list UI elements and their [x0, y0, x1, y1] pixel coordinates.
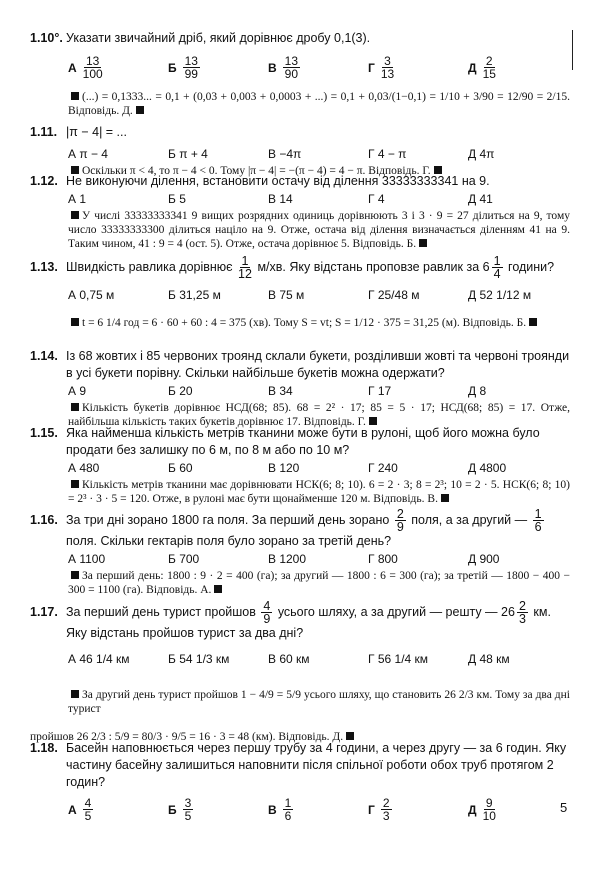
option-a: А 480 — [68, 461, 100, 475]
problem-1-13 — [30, 255, 570, 330]
problem-question: Не виконуючи ділення, встановити остачу від ділення 33333333341 на 9. — [66, 174, 490, 188]
solution: За перший день: 1800 : 9 · 2 = 400 (га); за другий — 1800 : 6 = 300 (га); за третій — 1800 − 400 − 300 = 1100 (га). Відповідь. А. — [68, 570, 570, 596]
page-number: 5 — [560, 800, 568, 815]
option-v: В −4π — [268, 147, 302, 161]
solution: Оскільки π < 4, то π − 4 < 0. Тому |π − 4| = −(π − 4) = 4 − π. Відповідь. Г. — [68, 164, 570, 178]
option-g: Г 800 — [368, 552, 398, 566]
problem-1-10 — [30, 30, 570, 118]
option-d: Д 41 — [468, 192, 493, 206]
option-b: Б 31,25 м — [168, 288, 221, 302]
option-g: Г $\frac{2}{3}$ — [368, 796, 390, 823]
problem-question: Яка найменша кількість метрів тканини може бути в рулоні, щоб його можна було продати без залишку по 6 м, по 8 м або по 10 м? — [66, 426, 540, 457]
option-g: Г 4 − π — [368, 147, 407, 161]
end-square-icon — [346, 732, 354, 740]
option-a: А 9 — [68, 384, 87, 398]
problem-number: 1.10°. — [30, 31, 63, 45]
solution: (...) = 0,1333... = 0,1 + (0,03 + 0,003 + 0,0003 + ...) = 0,1 + 0,03/(1−0,1) = 1/10 + 3/90 = 12/90 = 2/15. Відповідь. Д. — [68, 91, 570, 117]
option-b: Б 20 — [168, 384, 193, 398]
bullet-square-icon — [71, 571, 79, 579]
problem-number: 1.13. — [30, 259, 58, 274]
problem-question: Швидкість равлика дорівнює $\frac{1}{12}$ м/хв. Яку відстань проповзе равлик за 6 $\frac{1}{4}$ години? — [66, 254, 555, 281]
option-d: Д 4π — [468, 147, 495, 161]
solution: Кількість метрів тканини має дорівнювати НСК(6; 8; 10). 6 = 2 · 3; 8 = 2³; 10 = 2 · 5. НСК(6; 8; 10) = 2³ · 3 · 5 = 120. Отже, в рулоні має бути щонайменше 120 м. Відповідь. В. — [68, 479, 570, 505]
option-v: В 34 — [268, 384, 293, 398]
problem-1-14 — [30, 348, 570, 429]
problem-question: Указати звичайний дріб, який дорівнює дробу 0,1(3). — [66, 31, 371, 45]
problem-question: За перший день турист пройшов $\frac{4}{9}$ усього шляху, а за другий — решту — 26 $\frac{2}{3}$ км. Яку відстань пройшов турист за два дні? — [66, 599, 551, 640]
option-b: Б 5 — [168, 192, 186, 206]
bullet-square-icon — [71, 480, 79, 488]
option-d: Д 48 км — [468, 652, 510, 666]
problem-number: 1.17. — [30, 604, 58, 619]
bullet-square-icon — [71, 318, 79, 326]
solution-continued: пройшов 26 2/3 : 5/9 = 80/3 · 9/5 = 16 · 3 = 48 (км). Відповідь. Д. — [30, 730, 570, 744]
option-b: Б 700 — [168, 552, 200, 566]
option-b: Б 54 1/3 км — [168, 652, 230, 666]
end-square-icon — [419, 239, 427, 247]
option-a: А π − 4 — [68, 147, 108, 161]
problem-number: 1.14. — [30, 349, 58, 363]
option-d: Д $\frac{2}{15}$ — [468, 54, 496, 81]
problem-1-12 — [30, 173, 570, 251]
problem-1-15 — [30, 425, 570, 506]
option-a: А 0,75 м — [68, 288, 115, 302]
end-square-icon — [441, 494, 449, 502]
option-g: Г 25/48 м — [368, 288, 420, 302]
option-d: Д 900 — [468, 552, 500, 566]
option-d: Д 8 — [468, 384, 487, 398]
option-v: В 14 — [268, 192, 293, 206]
option-b: Б π + 4 — [168, 147, 208, 161]
problem-1-17 — [30, 600, 570, 744]
option-a: А 1 — [68, 192, 87, 206]
option-v: В 1200 — [268, 552, 307, 566]
problem-question: Басейн наповнюється через першу трубу за 4 години, а через другу — за 6 годин. Яку частину басейну залишиться наповнити після спільної роботи обох труб протягом 2 годин? — [66, 741, 567, 789]
problem-question: |π − 4| = ... — [66, 125, 127, 139]
option-b: Б 60 — [168, 461, 193, 475]
problem-1-11 — [30, 124, 570, 178]
bullet-square-icon — [71, 403, 79, 411]
problem-number: 1.15. — [30, 426, 58, 440]
option-a: А $\frac{13}{100}$ — [68, 54, 103, 81]
problem-question: За три дні зорано 1800 га поля. За перший день зорано $\frac{2}{9}$ поля, а за другий — $\frac{1}{6}$ поля. Скільки гектарів поля було зорано за третій день? — [66, 507, 542, 548]
option-g: Г 4 — [368, 192, 385, 206]
option-b: Б $\frac{3}{5}$ — [168, 796, 192, 823]
option-d: Д 4800 — [468, 461, 507, 475]
option-a: А 46 1/4 км — [68, 652, 130, 666]
option-d: Д 52 1/12 м — [468, 288, 532, 302]
bullet-square-icon — [71, 92, 79, 100]
problem-question: Із 68 жовтих і 85 червоних троянд склали букети, розділивши жовті та червоні троянди в усі букети порівну. Скільки найбільше букетів можна одержати? — [66, 349, 570, 380]
solution: За другий день турист пройшов 1 − 4/9 = 5/9 усього шляху, що становить 26 2/3 км. Тому за два дні турист — [68, 689, 570, 715]
problem-1-18 — [30, 740, 570, 822]
option-v: В 75 м — [268, 288, 305, 302]
end-square-icon — [529, 318, 537, 326]
solution: t = 6 1/4 год = 6 · 60 + 60 : 4 = 375 (хв). Тому S = vt; S = 1/12 · 375 = 31,25 (м). Відповідь. Б. — [68, 316, 570, 330]
option-g: Г 17 — [368, 384, 392, 398]
option-a: А $\frac{4}{5}$ — [68, 796, 92, 823]
option-g: Г $\frac{3}{13}$ — [368, 54, 395, 81]
option-v: В 60 км — [268, 652, 310, 666]
end-square-icon — [136, 106, 144, 114]
option-d: Д $\frac{9}{10}$ — [468, 796, 496, 823]
problem-number: 1.12. — [30, 174, 58, 188]
solution: У числі 33333333341 9 вищих розрядних одиниць дорівнюють 3 і 3 · 9 = 27 ділиться на 9, тому число 33333333300 ділиться націло на 9. Отже, остача від ділення визначається діленням 41 на 9. Таким чином, 41 : 9 = 4 (ост. 5). Отже, остача дорівнює 5. Відповідь. Б. — [68, 210, 570, 250]
problem-number: 1.18. — [30, 741, 58, 755]
end-square-icon — [369, 417, 377, 425]
option-a: А 1100 — [68, 552, 106, 566]
option-g: Г 240 — [368, 461, 398, 475]
problem-number: 1.11. — [30, 125, 58, 139]
option-b: Б $\frac{13}{99}$ — [168, 54, 198, 81]
problem-1-16 — [30, 508, 570, 597]
problem-number: 1.16. — [30, 512, 58, 527]
option-v: В $\frac{1}{6}$ — [268, 796, 292, 823]
end-square-icon — [214, 585, 222, 593]
bullet-square-icon — [71, 211, 79, 219]
option-v: В $\frac{13}{90}$ — [268, 54, 299, 81]
solution: Кількість букетів дорівнює НСД(68; 85). 68 = 2² · 17; 85 = 5 · 17; НСД(68; 85) = 17. Отже, найбільша кількість таких букетів дорівнює 17. Відповідь. Г. — [68, 402, 570, 428]
option-g: Г 56 1/4 км — [368, 652, 429, 666]
bullet-square-icon — [71, 690, 79, 698]
option-v: В 120 — [268, 461, 300, 475]
margin-line — [572, 30, 573, 70]
